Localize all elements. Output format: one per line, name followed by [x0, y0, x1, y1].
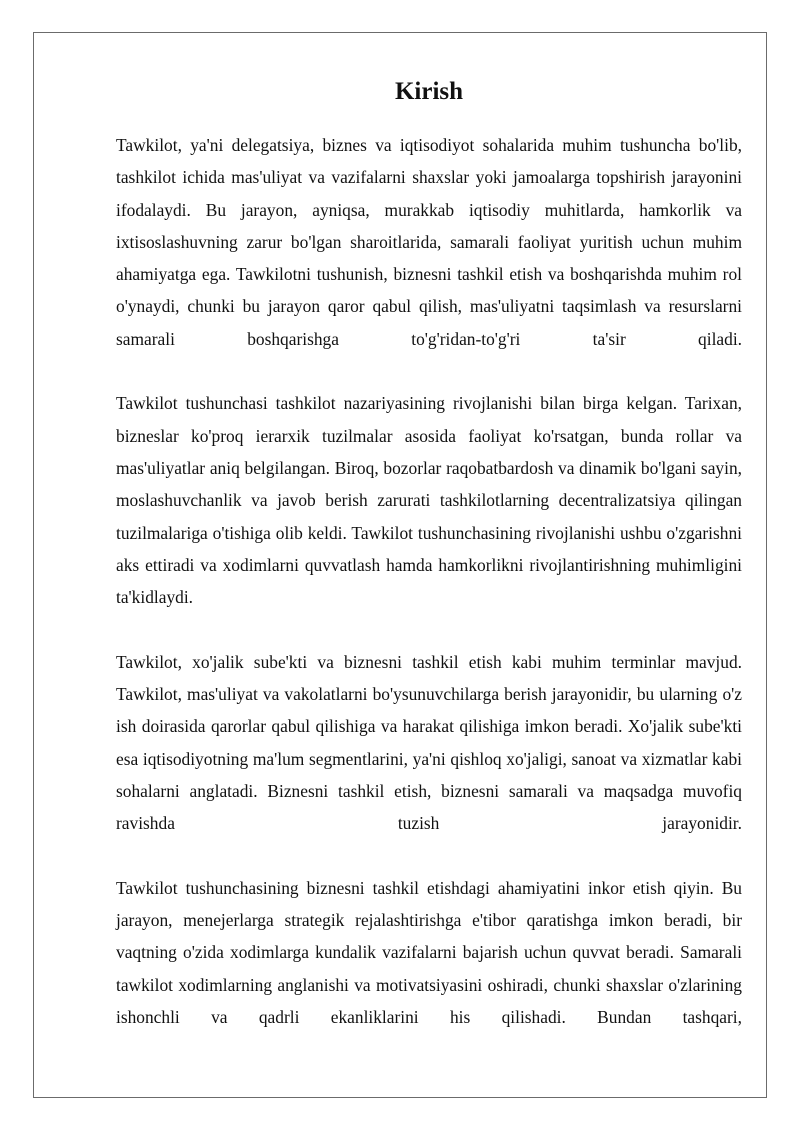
document-content: [116, 74, 742, 1033]
page-title: Kirish: [394, 78, 464, 105]
paragraph-spacer: [116, 355, 742, 387]
paragraph-spacer: [116, 840, 742, 872]
body-paragraph: Tawkilot tushunchasi tashkilot nazariyasining rivojlanishi bilan birga kelgan. Tarixan, bizneslar ko'proq ierarxik tuzilmalar asosida faoliyat ko'rsatgan, bunda rollar va mas'uliyatlar aniq belgilangan. Biroq, bozorlar raqobatbardosh va dinamik bo'lgani sayin, moslashuvchanlik va javob berish zarurati tashkilotlarning decentralizatsiya qilingan tuzilmalariga o'tishiga olib keldi. Tawkilot tushunchasining rivojlanishi ushbu o'zgarishni aks ettiradi va xodimlarni quvvatlash hamda hamkorlikni rivojlantirishning muhimligini ta'kidlaydi.: [116, 393, 742, 608]
body-paragraph: Tawkilot, xo'jalik sube'kti va biznesni tashkil etish kabi muhim terminlar mavjud. Tawkilot, mas'uliyat va vakolatlarni bo'ysunuvchilarga berish jarayonidir, bu ularning o'z ish doirasida qarorlar qabul qilishiga va harakat qilishiga imkon beradi. Xo'jalik sube'kti esa iqtisodiyotning ma'lum segmentlarini, ya'ni qishloq xo'jaligi, sanoat va xizmatlar kabi sohalarni anglatadi. Biznesni tashkil etish, biznesni samarali va maqsadga muvofiq ravishda tuzish jarayonidir.: [116, 651, 742, 834]
body-paragraph: Tawkilot tushunchasining biznesni tashkil etishdagi ahamiyatini inkor etish qiyin. Bu jarayon, menejerlarga strategik rejalashtirishga e'tibor qaratishga imkon beradi, bir vaqtning o'zida xodimlarga kundalik vazifalarni bajarish uchun quvvat beradi. Samarali tawkilot xodimlarning anglanishi va motivatsiyasini oshiradi, chunki shaxslar o'zlarining ishonchli va qadrli ekanliklarini his qilishadi. Bundan tashqari,: [116, 877, 742, 1028]
paragraph-spacer: [116, 613, 742, 645]
body-paragraph: Tawkilot, ya'ni delegatsiya, biznes va iqtisodiyot sohalarida muhim tushuncha bo'lib, tashkilot ichida mas'uliyat va vazifalarni shaxslar yoki jamoalarga topshirish jarayonini ifodalaydi. Bu jarayon, ayniqsa, murakkab iqtisodiy muhitlarda, hamkorlik va ixtisoslashuvning zarur bo'lgan sharoitlarida, samarali faoliyat yuritish uchun muhim ahamiyatga ega. Tawkilotni tushunish, biznesni tashkil etish va boshqarishda muhim rol o'ynaydi, chunki bu jarayon qaror qabul qilish, mas'uliyatni taqsimlash va resurslarni samarali boshqarishga to'g'ridan-to'g'ri ta'sir qiladi.: [116, 135, 742, 349]
